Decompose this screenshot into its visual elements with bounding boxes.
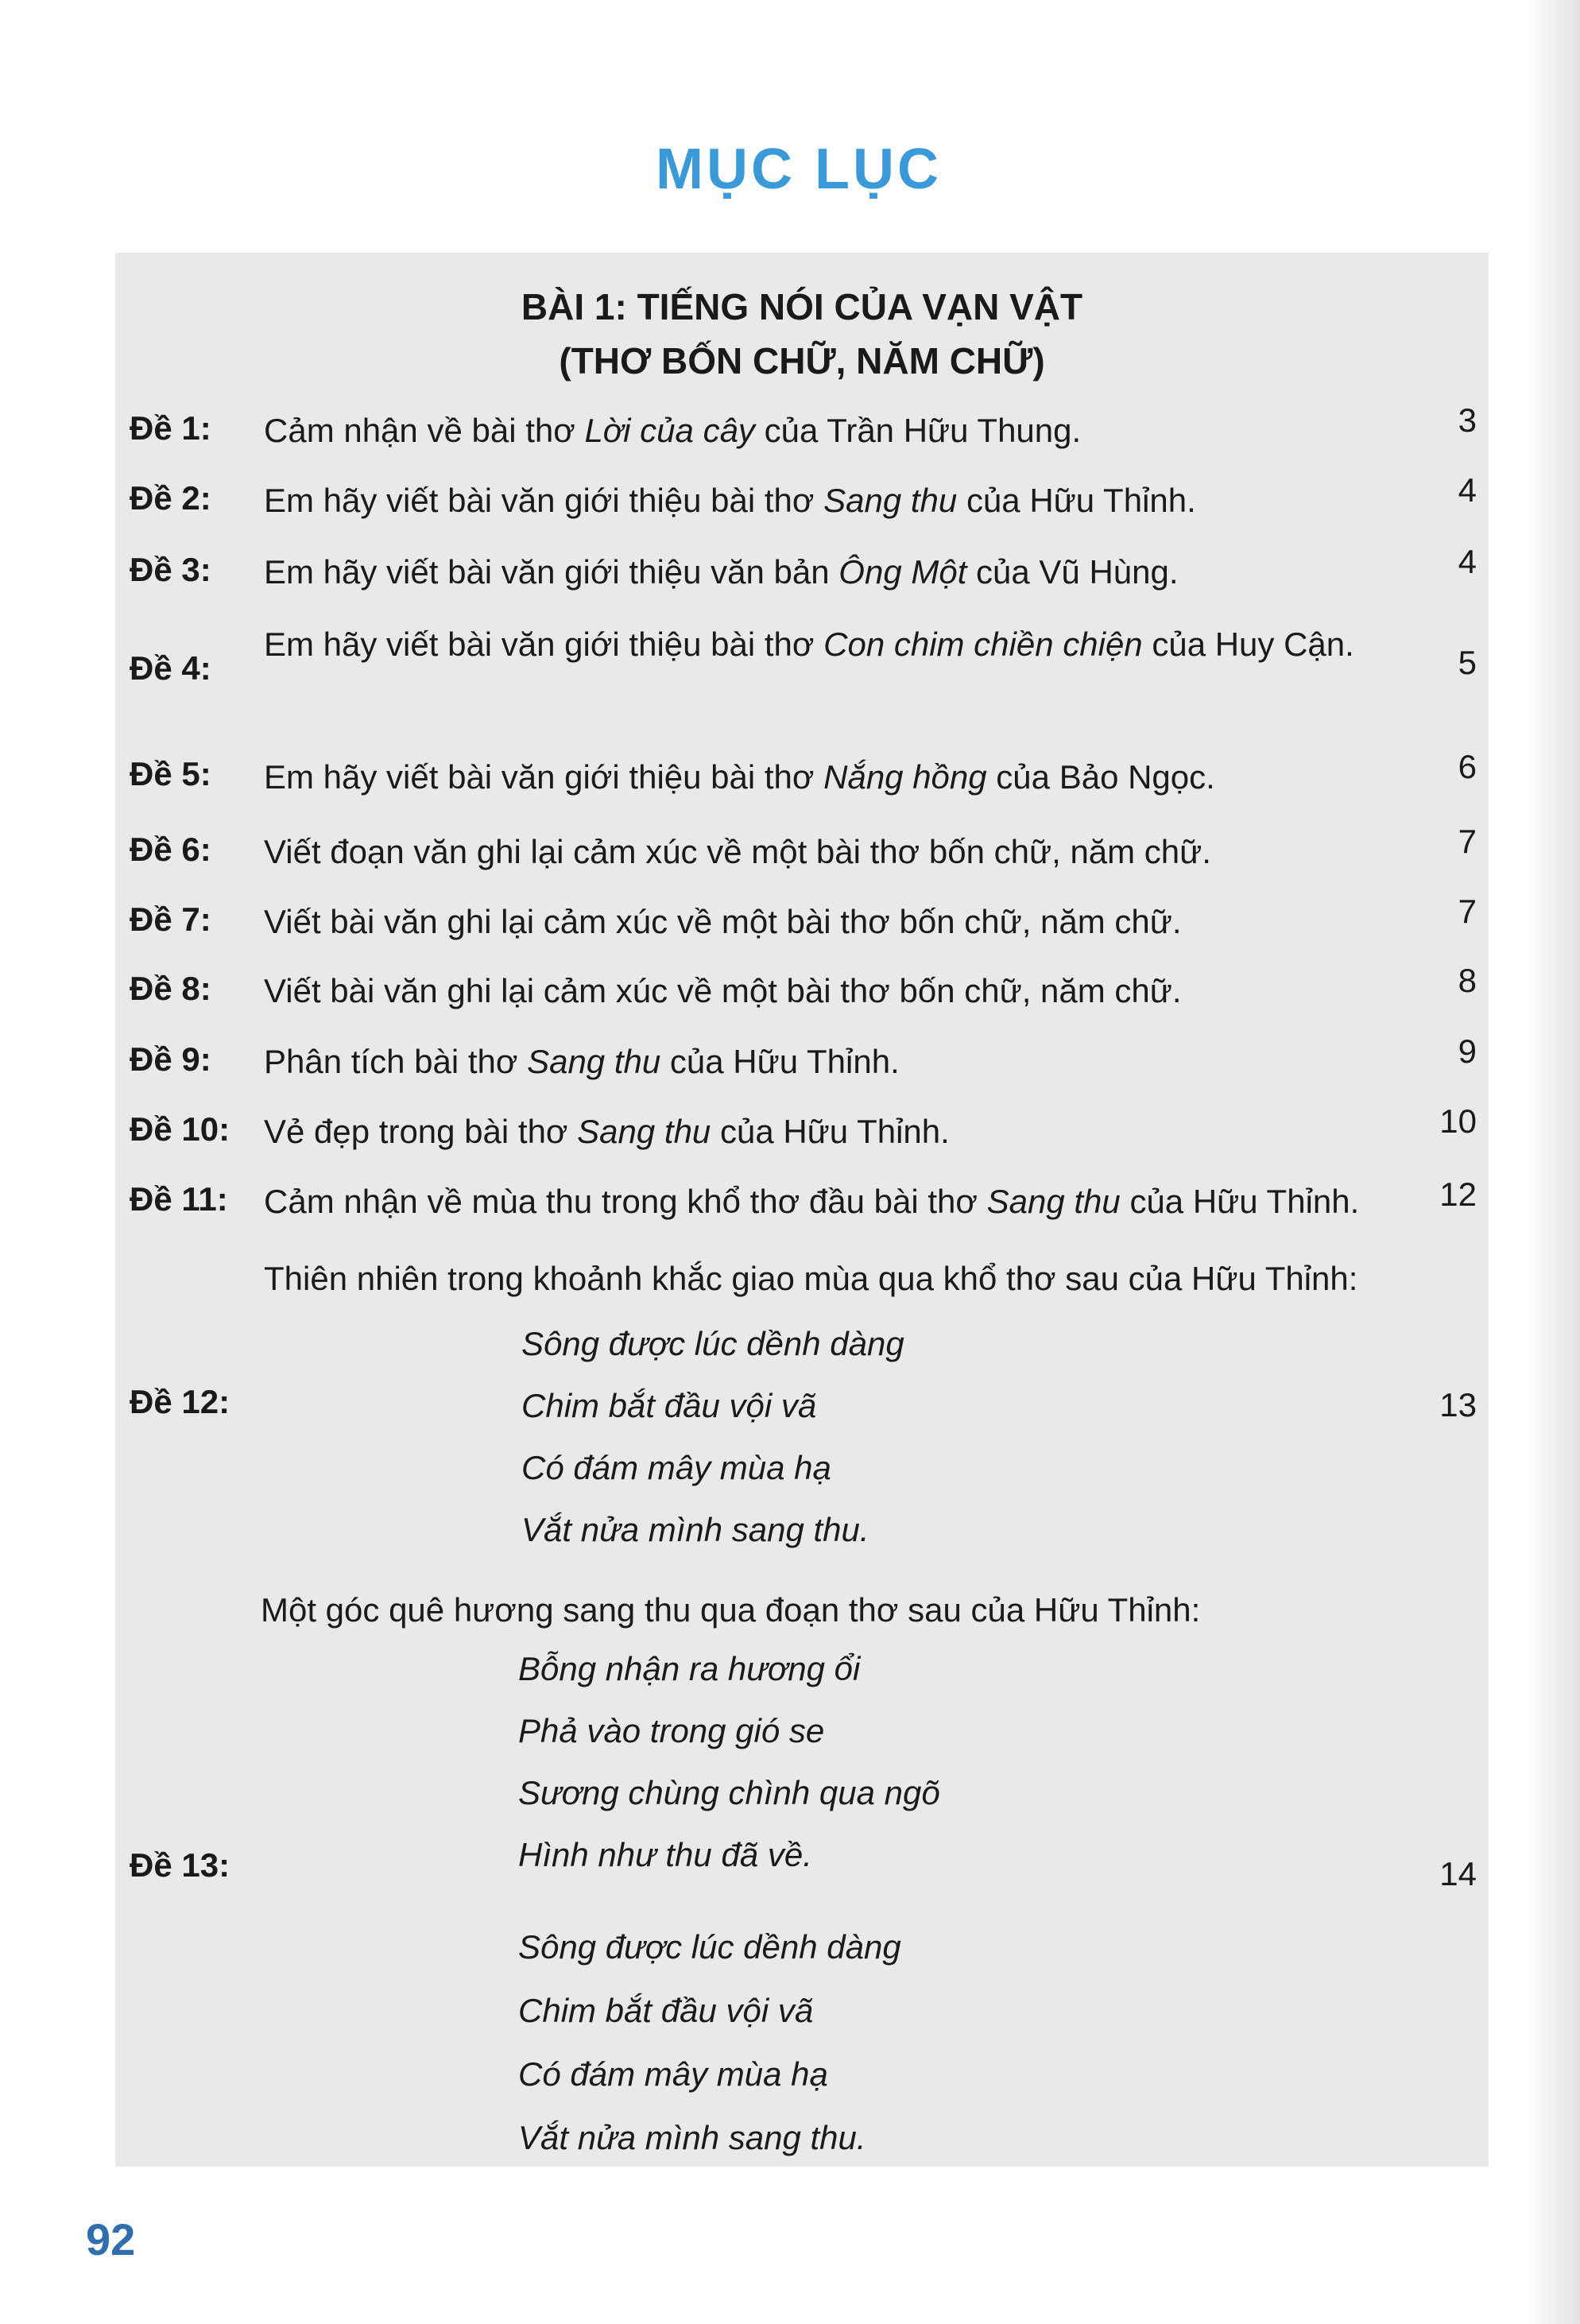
entry-page: 6 — [1458, 748, 1477, 785]
entry-label: Đề 6: — [130, 831, 211, 868]
entry-label: Đề 12: — [130, 1383, 230, 1420]
poem-line: Hình như thu đã về. — [518, 1836, 812, 1873]
entry-page: 8 — [1458, 962, 1477, 999]
page-title: MỤC LỤC — [656, 138, 942, 201]
poem-line: Phả vào trong gió se — [518, 1712, 825, 1749]
entry-label: Đề 7: — [130, 901, 211, 938]
lesson-subtitle: (THƠ BỐN CHỮ, NĂM CHỮ) — [559, 340, 1045, 382]
entry-label: Đề 13: — [130, 1846, 230, 1884]
lesson-title: BÀI 1: TIẾNG NÓI CỦA VẠN VẬT — [521, 286, 1083, 327]
poem-excerpt — [518, 1915, 901, 2170]
entry-label: Đề 3: — [130, 551, 211, 588]
poem-line: Chim bắt đầu vội vã — [518, 1992, 814, 2029]
entry-text[interactable]: Cảm nhận về mùa thu trong khổ thơ đầu bài thơ Sang thu của Hữu Thỉnh. — [264, 1183, 1360, 1220]
entry-text[interactable]: Viết bài văn ghi lại cảm xúc về một bài thơ bốn chữ, năm chữ. — [264, 903, 1182, 940]
entry-text[interactable]: Em hãy viết bài văn giới thiệu bài thơ Sang thu của Hữu Thỉnh. — [264, 482, 1196, 519]
entry-page: 5 — [1458, 644, 1477, 681]
entry-page: 4 — [1458, 471, 1477, 509]
poem-line: Sông được lúc dềnh dàng — [521, 1325, 904, 1362]
poem-line: Chim bắt đầu vội vã — [521, 1387, 817, 1424]
poem-line: Có đám mây mùa hạ — [518, 2055, 828, 2093]
entry-label: Đề 1: — [130, 409, 211, 447]
entry-page: 14 — [1439, 1855, 1477, 1892]
entry-page: 4 — [1458, 543, 1477, 580]
poem-excerpt — [521, 1313, 904, 1561]
poem-line: Vắt nửa mình sang thu. — [518, 2119, 866, 2156]
entry-text[interactable]: Em hãy viết bài văn giới thiệu bài thơ Nắng hồng của Bảo Ngọc. — [264, 758, 1215, 796]
poem-excerpt — [518, 1638, 940, 1886]
entry-page: 13 — [1439, 1386, 1477, 1423]
entry-text[interactable]: Em hãy viết bài văn giới thiệu văn bản Ông Một của Vũ Hùng. — [264, 553, 1179, 591]
entry-label: Đề 8: — [130, 970, 211, 1007]
entry-text[interactable]: Cảm nhận về bài thơ Lời của cây của Trần Hữu Thung. — [264, 412, 1082, 449]
entry-text[interactable]: Thiên nhiên trong khoảnh khắc giao mùa qua khổ thơ sau của Hữu Thỉnh: — [264, 1260, 1358, 1297]
entry-text[interactable]: Vẻ đẹp trong bài thơ Sang thu của Hữu Thỉnh. — [264, 1113, 950, 1150]
lesson-header — [115, 280, 1489, 388]
entry-page: 3 — [1458, 401, 1477, 439]
page-edge — [1524, 0, 1580, 2324]
entry-text[interactable]: Viết bài văn ghi lại cảm xúc về một bài thơ bốn chữ, năm chữ. — [264, 972, 1182, 1009]
entry-page: 12 — [1439, 1176, 1477, 1213]
entry-text[interactable]: Phân tích bài thơ Sang thu của Hữu Thỉnh. — [264, 1043, 900, 1080]
entry-page: 7 — [1458, 893, 1477, 930]
entry-label: Đề 2: — [130, 479, 211, 517]
entry-page: 7 — [1458, 823, 1477, 860]
entry-label: Đề 4: — [130, 649, 211, 687]
entry-label: Đề 9: — [130, 1040, 211, 1078]
poem-line: Có đám mây mùa hạ — [521, 1449, 831, 1486]
poem-line: Sương chùng chình qua ngõ — [518, 1774, 940, 1811]
poem-line: Vắt nửa mình sang thu. — [521, 1511, 869, 1548]
poem-line: Sông được lúc dềnh dàng — [518, 1928, 901, 1966]
entry-page: 9 — [1458, 1032, 1477, 1070]
entry-text[interactable]: Viết đoạn văn ghi lại cảm xúc về một bài thơ bốn chữ, năm chữ. — [264, 833, 1211, 870]
entry-page: 10 — [1439, 1102, 1477, 1140]
entry-label: Đề 10: — [130, 1110, 230, 1148]
entry-label: Đề 11: — [130, 1180, 228, 1218]
poem-line: Bỗng nhận ra hương ổi — [518, 1650, 861, 1687]
entry-text[interactable]: Em hãy viết bài văn giới thiệu bài thơ Con chim chiền chiện của Huy Cận. — [264, 626, 1354, 663]
entry-label: Đề 5: — [130, 755, 211, 792]
page-number: 92 — [86, 2214, 136, 2264]
entry-text[interactable]: Một góc quê hương sang thu qua đoạn thơ sau của Hữu Thỉnh: — [261, 1591, 1201, 1629]
